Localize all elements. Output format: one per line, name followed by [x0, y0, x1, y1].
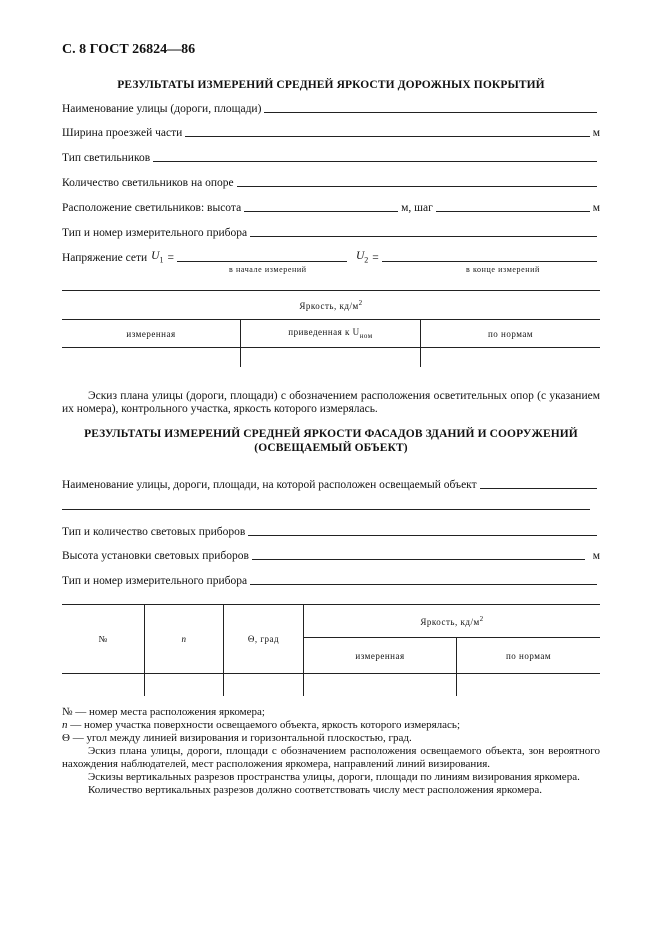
col-number: № — [62, 605, 145, 674]
object-street-field — [62, 477, 600, 491]
width-unit: м — [592, 127, 600, 139]
position-label: Расположение светильников: высота — [62, 202, 242, 214]
col-theta: Θ, град — [224, 605, 304, 674]
col-measured: измеренная — [62, 320, 241, 348]
table-cell[interactable] — [62, 674, 145, 696]
u1-blank[interactable] — [177, 252, 347, 262]
u1-eq: = — [167, 252, 174, 264]
object-street-blank-2[interactable] — [62, 509, 590, 510]
street-blank[interactable] — [264, 103, 597, 113]
fixtures-label: Тип и количество световых приборов — [62, 526, 246, 538]
col-reduced: приведенная к $U_{ном}$ — [241, 320, 421, 348]
table-cell[interactable] — [241, 348, 421, 367]
meter-blank[interactable] — [250, 227, 597, 237]
note-number: № — номер места расположения яркомера; — [62, 706, 265, 718]
u2-symbol: $U_2$ — [355, 249, 369, 264]
section1-title: РЕЗУЛЬТАТЫ ИЗМЕРЕНИЙ СРЕДНЕЙ ЯРКОСТИ ДОРОЖНЫХ ПОКРЫТИЙ — [117, 79, 545, 91]
note-section-count: Количество вертикальных разрезов должно соответствовать числу мест расположения яркомера. — [88, 784, 543, 796]
col-brightness: Яркость, $кд/м^2$ — [304, 605, 601, 638]
page-header: С. 8 ГОСТ 26824—86 — [62, 42, 196, 57]
lamp-count-label: Количество светильников на опоре — [62, 177, 234, 189]
step-label: м, шаг — [401, 202, 433, 214]
object-street-blank[interactable] — [480, 479, 597, 489]
note-sketch-plan: Эскиз плана улицы, дороги, площади с обозначением расположения освещаемого объекта, зон вероятного нахождения наблюдателей, мест расположения яркомера, направлений линий визирования. — [62, 745, 600, 770]
width-label: Ширина проезжей части — [62, 127, 183, 139]
lamp-count-blank[interactable] — [237, 177, 597, 187]
lamp-type-label: Тип светильников — [62, 152, 151, 164]
meter-label: Тип и номер измерительного прибора — [62, 227, 248, 239]
object-street-label: Наименование улицы, дороги, площади, на которой расположен освещаемый объект — [62, 479, 477, 491]
road-brightness-table — [62, 290, 600, 367]
step-unit: м — [592, 202, 601, 214]
meter2-field — [62, 573, 600, 587]
facade-brightness-table — [62, 604, 600, 696]
step-blank[interactable] — [436, 202, 590, 212]
note-theta: Θ — угол между линией визирования и горизонтальной плоскостью, град. — [62, 732, 412, 744]
mount-height-label: Высота установки световых приборов — [62, 550, 249, 562]
voltage-field — [62, 250, 600, 264]
street-label: Наименование улицы (дороги, площади) — [62, 103, 262, 115]
u2-blank[interactable] — [382, 252, 597, 262]
u2-caption: в конце измерений — [466, 265, 540, 274]
u1-caption: в начале измерений — [229, 265, 307, 274]
table-cell[interactable] — [145, 674, 224, 696]
table-cell[interactable] — [421, 348, 601, 367]
fixtures-field — [62, 524, 600, 538]
height-blank[interactable] — [244, 202, 398, 212]
meter-field — [62, 225, 600, 239]
col-norm-2: по нормам — [457, 638, 601, 674]
lamp-type-field — [62, 150, 600, 164]
street-field — [62, 101, 600, 115]
lamp-type-blank[interactable] — [153, 152, 597, 162]
u1-symbol: $U_1$ — [151, 249, 164, 264]
col-measured-2: измеренная — [304, 638, 457, 674]
mount-height-blank[interactable] — [252, 550, 585, 560]
meter2-blank[interactable] — [250, 575, 597, 585]
notes — [62, 706, 600, 797]
width-blank[interactable] — [185, 127, 589, 137]
lamp-count-field — [62, 175, 600, 189]
note-sketch-sections: Эскизы вертикальных разрезов пространства улицы, дороги, площади по линиям визирования яркомера. — [88, 771, 580, 783]
table-cell[interactable] — [304, 674, 457, 696]
table-cell[interactable] — [62, 348, 241, 367]
col-n: n — [145, 605, 224, 674]
note-n: n — номер участка поверхности освещаемого объекта, яркость которого измерялась; — [62, 719, 461, 731]
mount-height-field — [62, 548, 600, 562]
table-cell[interactable] — [224, 674, 304, 696]
table1-header: Яркость, $кд/м^2$ — [62, 291, 600, 320]
u2-eq: = — [372, 252, 379, 264]
meter2-label: Тип и номер измерительного прибора — [62, 575, 248, 587]
width-field — [62, 125, 600, 139]
voltage-label: Напряжение сети — [62, 252, 148, 264]
col-norm: по нормам — [421, 320, 601, 348]
mount-height-unit: м — [592, 550, 600, 562]
table-cell[interactable] — [457, 674, 601, 696]
sketch-note-1: Эскиз плана улицы (дороги, площади) с обозначением расположения осветительных опор (с указанием их номера), контрольного участка, яркость которого измерялась. — [62, 390, 600, 415]
section2-title: РЕЗУЛЬТАТЫ ИЗМЕРЕНИЙ СРЕДНЕЙ ЯРКОСТИ ФАСАДОВ ЗДАНИЙ И СООРУЖЕНИЙ (ОСВЕЩАЕМЫЙ ОБЪЕКТ) — [84, 428, 578, 454]
fixtures-blank[interactable] — [248, 526, 597, 536]
position-field — [62, 200, 600, 214]
